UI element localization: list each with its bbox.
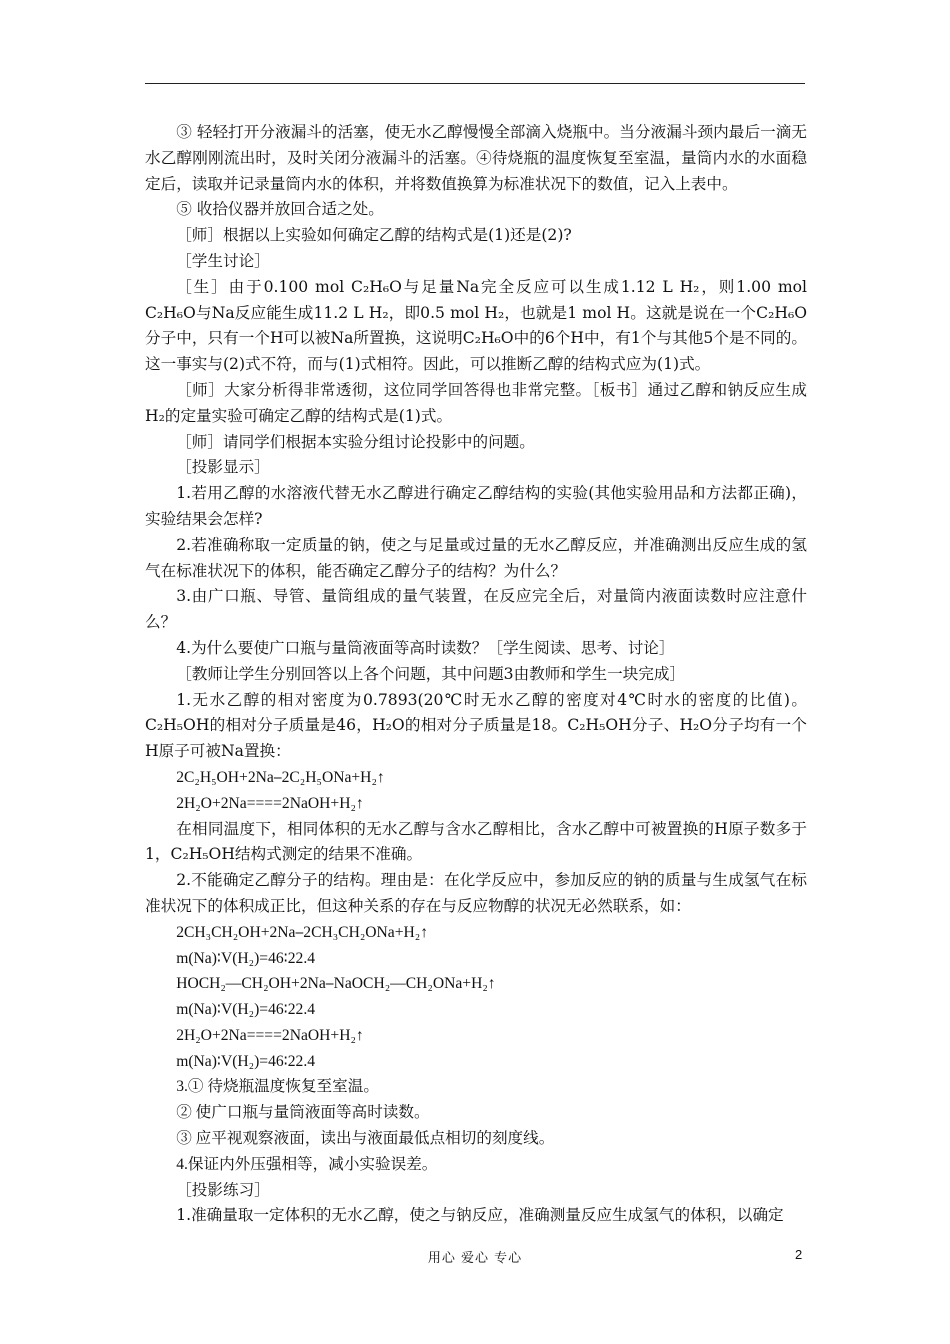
footer-motto: 用心 爱心 专心 bbox=[427, 1251, 523, 1266]
page-footer bbox=[0, 1247, 950, 1267]
paragraph: 1.准确量取一定体积的无水乙醇，使之与钠反应，准确测量反应生成氢气的体积，以确定 bbox=[176, 1206, 784, 1225]
answer-item: ② 使广口瓶与量筒液面等高时读数。 bbox=[176, 1104, 430, 1122]
paragraph: ［生］由于0.100 mol C₂H₆O与足量Na完全反应可以生成1.12 L H₂，则1.00 mol C₂H₆O与Na反应能生成11.2 L H₂，即0.5 mol H₂，也就是1 mol H。这就是说在一个C₂H₆O分子中，只有一个H可以被Na所置换，这说明C₂H₆O中的6个H中，有1个与其他5个是不同的。这一事实与(2)式不符，而与(1)式相符。因此，可以推断乙醇的结构式应为(1)式。 bbox=[145, 277, 807, 374]
header-rule bbox=[145, 83, 805, 84]
paragraph: ［投影练习］ bbox=[176, 1180, 270, 1199]
answer-item: 1.无水乙醇的相对密度为0.7893(20℃时无水乙醇的密度对4℃时水的密度的比值)。C₂H₅OH的相对分子质量是46，H₂O的相对分子质量是18。C₂H₅OH分子、H₂O分子均有一个H原子可被Na置换： bbox=[145, 690, 807, 761]
answer-item: ③ 应平视观察液面，读出与液面最低点相切的刻度线。 bbox=[176, 1130, 555, 1148]
paragraph: ［师］根据以上实验如何确定乙醇的结构式是(1)还是(2)? bbox=[176, 226, 572, 245]
ratio-line: m(Na)∶V(H₂)=46∶22.4 bbox=[176, 1052, 316, 1070]
paragraph: ③ 轻轻打开分液漏斗的活塞，使无水乙醇慢慢全部滴入烧瓶中。当分液漏斗颈内最后一滴无水乙醇刚刚流出时，及时关闭分液漏斗的活塞。④待烧瓶的温度恢复至室温，量筒内水的水面稳定后，读取并记录量筒内水的体积，并将数值换算为标准状况下的数值，记入上表中。 bbox=[145, 123, 807, 193]
paragraph: ⑤ 收拾仪器并放回合适之处。 bbox=[176, 200, 384, 219]
paragraph: ［师］请同学们根据本实验分组讨论投影中的问题。 bbox=[176, 432, 535, 451]
chemical-equation: HOCH₂—CH₂OH+2Na⎯NaOCH₂—CH₂ONa+H₂↑ bbox=[176, 975, 496, 993]
paragraph: ［师］大家分析得非常透彻，这位同学回答得也非常完整。［板书］通过乙醇和钠反应生成H₂的定量实验可确定乙醇的结构式是(1)式。 bbox=[145, 380, 807, 425]
chemical-equation: 2H₂O+2Na====2NaOH+H₂↑ bbox=[176, 1026, 364, 1044]
document-body bbox=[145, 120, 807, 1229]
paragraph: ［学生讨论］ bbox=[176, 251, 270, 270]
chemical-equation: 2CH₃CH₂OH+2Na⎯2CH₃CH₂ONa+H₂↑ bbox=[176, 923, 429, 941]
paragraph: ［教师让学生分别回答以上各个问题，其中问题3由教师和学生一块完成］ bbox=[176, 664, 686, 683]
answer-item: 4.保证内外压强相等，减小实验误差。 bbox=[176, 1155, 438, 1173]
answer-item: 3.① 待烧瓶温度恢复至室温。 bbox=[176, 1078, 379, 1096]
chemical-equation: 2H₂O+2Na====2NaOH+H₂↑ bbox=[176, 794, 364, 812]
page-number: 2 bbox=[795, 1247, 803, 1262]
question-item: 1.若用乙醇的水溶液代替无水乙醇进行确定乙醇结构的实验(其他实验用品和方法都正确)，实验结果会怎样? bbox=[145, 484, 807, 528]
paragraph: ［投影显示］ bbox=[176, 458, 270, 477]
paragraph: 在相同温度下，相同体积的无水乙醇与含水乙醇相比，含水乙醇中可被置换的H原子数多于1，C₂H₅OH结构式测定的结果不准确。 bbox=[145, 819, 807, 864]
ratio-line: m(Na)∶V(H₂)=46∶22.4 bbox=[176, 1001, 316, 1019]
answer-item: 2.不能确定乙醇分子的结构。理由是：在化学反应中，参加反应的钠的质量与生成氢气在标准状况下的体积成正比，但这种关系的存在与反应物醇的状况无必然联系，如： bbox=[145, 871, 807, 915]
question-item: 3.由广口瓶、导管、量筒组成的量气装置，在反应完全后，对量筒内液面读数时应注意什么？ bbox=[145, 587, 807, 632]
question-item: 4.为什么要使广口瓶与量筒液面等高时读数？［学生阅读、思考、讨论］ bbox=[176, 638, 675, 657]
chemical-equation: 2C₂H₅OH+2Na⎯2C₂H₅ONa+H₂↑ bbox=[176, 768, 385, 786]
question-item: 2.若准确称取一定质量的钠，使之与足量或过量的无水乙醇反应，并准确测出反应生成的氢气在标准状况下的体积，能否确定乙醇分子的结构？为什么？ bbox=[145, 535, 807, 580]
ratio-line: m(Na)∶V(H₂)=46∶22.4 bbox=[176, 949, 316, 967]
